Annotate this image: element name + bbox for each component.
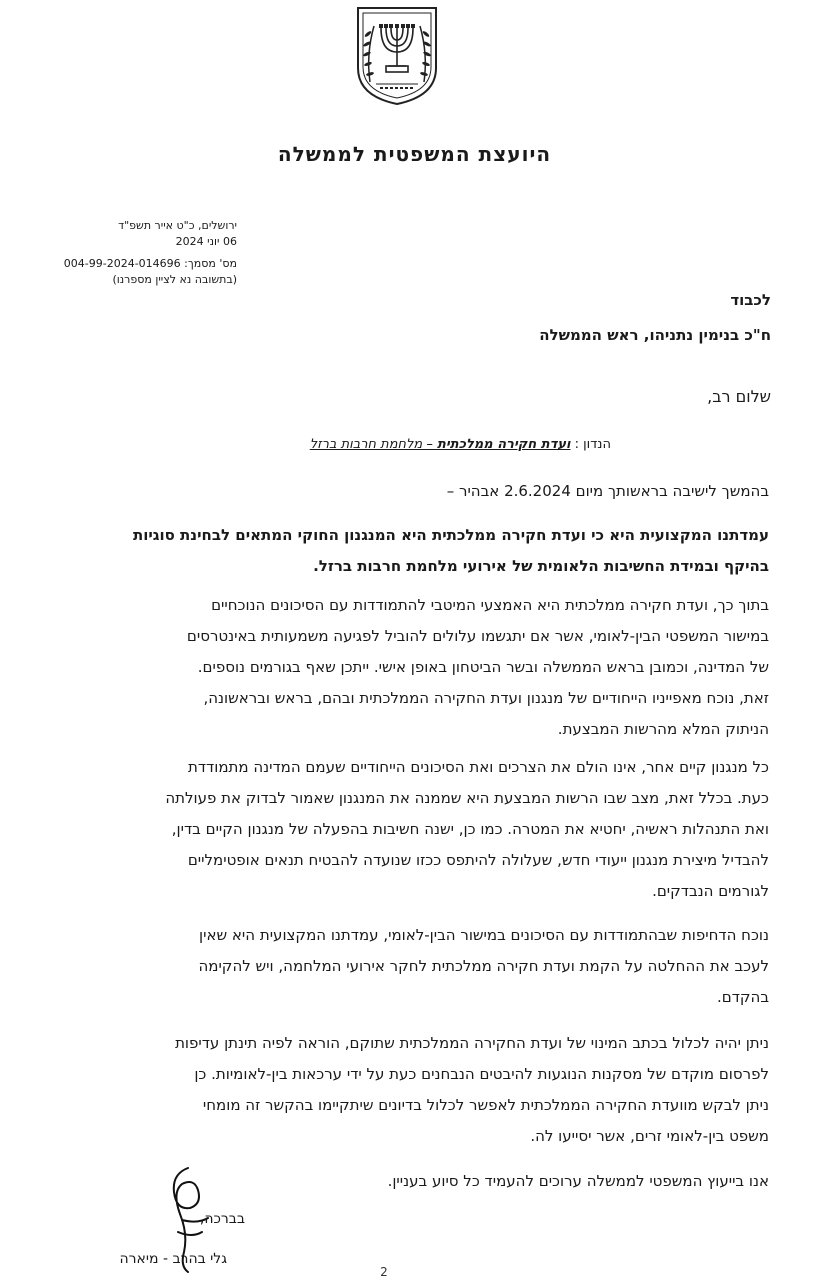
recipient: ח"כ בנימין נתניהו, ראש הממשלה: [539, 326, 771, 344]
signoff-greeting: בברכה,: [199, 1211, 245, 1227]
paragraph-line: בהקדם.: [716, 988, 769, 1006]
menorah-emblem-icon: [352, 4, 442, 106]
paragraph-other-mechanisms: [40, 752, 769, 907]
subject-title: ועדת חקירה ממלכתית: [437, 437, 571, 452]
greeting: שלום רב,: [707, 387, 771, 406]
paragraph-appointment-letter: [40, 1028, 769, 1152]
paragraph-line: בהיקף ובמידת החשיבות הלאומית של אירועי מלחמת חרבות ברזל.: [313, 557, 769, 575]
page-number: 2: [380, 1265, 388, 1279]
paragraph-international-risks: [40, 590, 769, 745]
closing-paragraph: אנו בייעוץ המשפטי לממשלה ערוכים להעמיד כל סיוע בעניין.: [387, 1172, 769, 1190]
subject-suffix: – מלחמת חרבות ברזל: [309, 437, 438, 452]
document-reference: [64, 256, 237, 288]
paragraph-line: ניתן יהיה לכלול בכתב המינוי של ועדת החקירה הממלכתית שתוקם, הוראה לפיה תינתן עדיפות: [175, 1034, 769, 1052]
location-date: ירושלים, כ"ט אייר תשפ"ד: [118, 219, 237, 232]
paragraph-line: לפרסום מוקדם של מסקנות הנוגעות להיבטים הנבחנים כעת על ידי ערכאות בין-לאומיות. כן: [194, 1065, 769, 1083]
paragraph-line: של המדינה, וכמובן בראש הממשלה ובשר הביטחון באופן אישי. ייתכן שאף בגורמים נוספים.: [197, 658, 769, 676]
salutation: לכבוד: [730, 291, 771, 309]
signatory-name: גלי בהרב - מיארה: [119, 1251, 227, 1267]
paragraph-line: כל מנגנון קיים אחר, אינו הולם את הצרכים ואת הסיכונים הייחודיים שעמם המדינה מתמודדת: [188, 758, 769, 776]
paragraph-urgency: [40, 920, 769, 1013]
intro-paragraph: בהמשך לישיבה בראשותך מיום 2.6.2024 אבהיר –: [446, 482, 769, 500]
paragraph-line: משפט בין-לאומי זרים, אשר יסייעו לה.: [530, 1127, 769, 1145]
paragraph-line: הניתוק המלא מהרשות המבצעת.: [557, 720, 769, 738]
paragraph-line: ואת התנהלות ראשיה, יחטיא את המטרה. כמו כן, ישנה חשיבות בהפעלה של מנגנון הקיים בדין,: [171, 820, 769, 838]
paragraph-line: ניתן לבקש מוועדת החקירה הממלכתית לאפשר לכלול בדיונים שיתקיימו בהקשר זה מומחי: [202, 1096, 769, 1114]
paragraph-line: כעת. בכלל זאת, מצב שבו הרשות המבצעת היא שממנה את המנגנון שאמור לבדוק את פעולתה: [165, 789, 769, 807]
document-number: מס' מסמך: 004-99-2024-014696: [63, 257, 237, 270]
paragraph-professional-position: [40, 520, 769, 582]
paragraph-line: בתוך כך, ועדת חקירה ממלכתית היא האמצעי המיטבי להתמודדות עם הסיכונים הנוכחיים: [211, 596, 769, 614]
paragraph-line: לגורמים הנבדקים.: [652, 882, 769, 900]
paragraph-line: לעכב את ההחלטה על הקמת ועדת חקירה ממלכתית לחקר אירועי המלחמה, ויש להקימה: [198, 957, 769, 975]
paragraph-line: זאת, נוכח מאפייניו הייחודיים של מנגנון ועדת החקירה הממלכתית ובהם, בראש ובראשונה,: [203, 689, 769, 707]
office-title: היועצת המשפטית לממשלה: [277, 142, 552, 166]
document-meta: [118, 218, 237, 250]
reply-note: (בתשובה נא לציין מספרנו): [112, 273, 237, 286]
gregorian-date: 06 יוני 2024: [175, 235, 237, 248]
paragraph-line: נוכח הדחיפות שבהתמודדות עם הסיכונים במישור הבין-לאומי, עמדתנו המקצועית היא שאין: [199, 926, 769, 944]
paragraph-line: להבדיל מיצירת מנגנון ייעודי חדש, שעלולה להיתפס ככזו שנועדה להבטיח תנאים אופטימליים: [187, 851, 769, 869]
subject-prefix: הנדון :: [574, 437, 611, 452]
paragraph-line: עמדתנו המקצועית היא כי ועדת חקירה ממלכתית היא המנגנון החוקי המתאים לבחינת סוגיות: [132, 526, 769, 544]
subject-line: [310, 435, 611, 455]
paragraph-line: במישור המשפטי הבין-לאומי, אשר אם יתגשמו עלולים להוביל לפגיעה משמעותית באינטרסים: [186, 627, 769, 645]
